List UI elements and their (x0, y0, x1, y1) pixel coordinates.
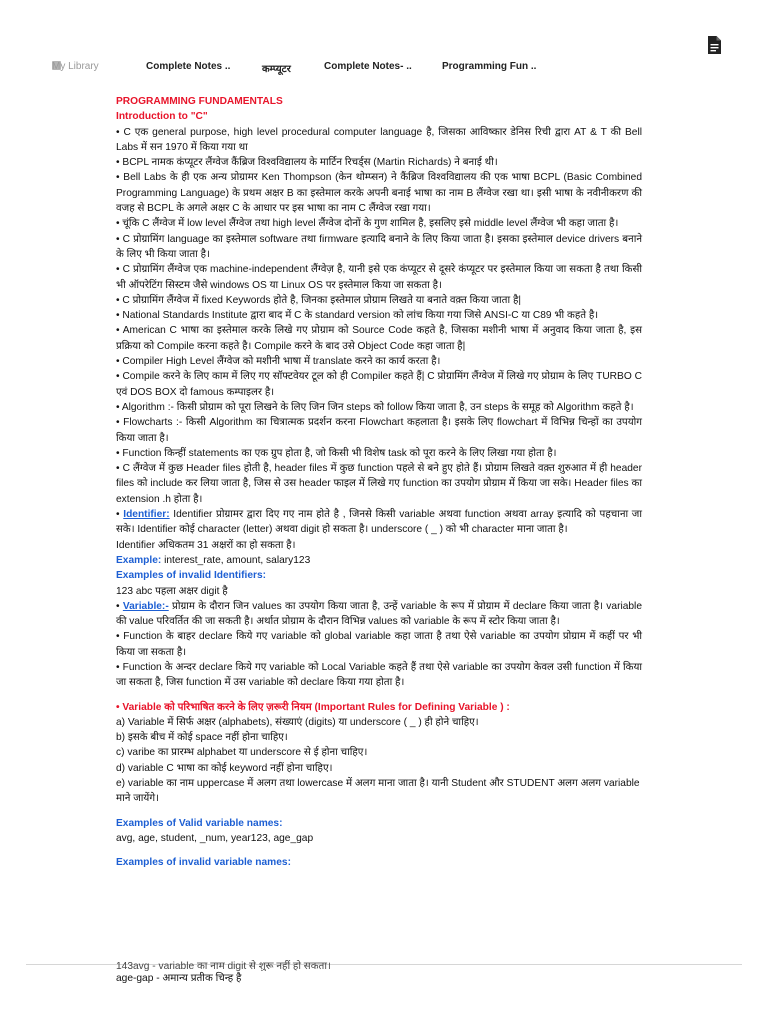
valid-names-text: avg, age, student, _num, year123, age_gap (116, 832, 314, 844)
invalid-names-list (116, 960, 642, 987)
nav-item-complete-notes-2[interactable]: Complete Notes- .. (324, 61, 412, 72)
paragraph: • American C भाषा का इस्तेमाल करके लिखे गए प्रोग्राम को Source Code कहते है, जिसका मशीनी भाषा में अनुवाद किया जाता है, इस प्रक्रिया को Compile करना कहते है। Compile करने के बाद उसे Object Code कहा जाता है| (116, 325, 642, 352)
document-subtitle: Introduction to "C" (116, 111, 208, 123)
document-body (116, 94, 642, 871)
variable-label[interactable]: Variable:- (122, 600, 169, 612)
paragraph: • C प्रोग्रामिंग language का इस्तेमाल software तथा firmware इत्यादि बनाने के लिए किया जाता है। इसका इस्तेमाल device drivers बनाने के लिए भी किया जाता है। (116, 233, 642, 260)
rule-item: b) इसके बीच में कोई space नहीं होना चाहिए। (116, 732, 288, 744)
document-title: PROGRAMMING FUNDAMENTALS (116, 96, 283, 107)
global-variable-paragraph: • Function के बाहर declare किये गए variable को global variable कहा जाता है तथा ऐसे variable का उपयोग प्रोग्राम में कहीं पर भी किया जा सकता है। (116, 631, 642, 658)
nav-item-computer[interactable]: कम्प्यूटर (262, 64, 291, 75)
my-library-label: My Library (52, 61, 99, 72)
example-label: Example: (116, 554, 162, 566)
identifier-max: Identifier अधिकतम 31 अक्षरों का हो सकता है। (116, 539, 296, 551)
identifier-example (116, 553, 642, 568)
document-icon[interactable] (704, 35, 724, 55)
paragraph: • Compile करने के लिए काम में लिए गए सॉफ्टवेयर टूल को ही Compiler कहते हैं| C प्रोग्रामिंग लैंग्वेज में लिखे गए प्रोग्राम के लिए TURBO C एवं DOS BOX दो famous कम्पाइलर है। (116, 371, 642, 398)
rule-item: c) varibe का प्रारम्भ alphabet या underscore से ई होना चाहिए। (116, 747, 368, 759)
nav-item-programming-fun[interactable]: Programming Fun .. (442, 61, 537, 72)
rule-item: e) variable का नाम uppercase में अलग तथा lowercase में अलग माना जाता है। यानी Student और STUDENT अलग अलग variable माने जायेंगे। (116, 778, 640, 805)
rule-item: d) variable C भाषा का कोई keyword नहीं होना चाहिए। (116, 762, 333, 774)
rule-item: a) Variable में सिर्फ अक्षर (alphabets), संख्याएं (digits) या underscore ( _ ) ही होने चाहिए। (116, 716, 479, 728)
paragraph: • Algorithm :- किसी प्रोग्राम को पूरा लिखने के लिए जिन जिन steps को follow किया जाता है, उन steps के समूह को Algorithm कहते है। (116, 401, 634, 413)
invalid-name-item: age-gap - अमान्य प्रतीक चिन्ह है (116, 973, 242, 984)
paragraph: • C प्रोग्रामिंग लैंग्वेज एक machine-independent लैंग्वेज़ है, यानी इसे एक कंप्यूटर से दूसरे कंप्यूटर पर इस्तेमाल किया जा सकता है तथा किसी भी ऑपरेटिंग सिस्टम जैसे windows OS या Linux OS पर इस्तेमाल किया जा सकता है। (116, 264, 642, 291)
rules-heading: • Variable को परिभाषित करने के लिए ज़रूरी नियम (Important Rules for Defining Variable ) : (116, 701, 510, 713)
local-variable-paragraph: • Function के अन्दर declare किये गए variable को Local Variable कहते हैं तथा ऐसे variable का उपयोग केवल उसी function में किया जा सकता है, जिस function में उस variable को declare किया गया होता है। (116, 661, 642, 689)
paragraph: • चूंकि C लैंग्वेज में low level लैंग्वेज तथा high level लैंग्वेज दोनों के गुण शामिल है, इसलिए इसे middle level लैंग्वेज भी कहा जाता है। (116, 218, 619, 230)
invalid-names-heading: Examples of invalid variable names: (116, 857, 291, 869)
identifier-paragraph: • Identifier: Identifier प्रोग्रामर द्वारा दिए गए नाम होते है , जिनसे किसी variable अथवा function अथवा array इत्यादि को पहचाना जा सके। Identifier कोई character (letter) अथवा digit हो सकता है। underscore ( _ ) को भी character माना जाता है। (116, 509, 642, 536)
paragraph: • Function किन्हीं statements का एक ग्रुप होता है, जो किसी भी विशेष task को पूरा करने के लिए लिखा गया होता है। (116, 447, 557, 459)
paragraph: • C प्रोग्रामिंग लैंग्वेज में fixed Keywords होते है, जिनका इस्तेमाल प्रोग्राम लिखते या बनाते वक़्त किया जाता है| (116, 294, 522, 306)
identifier-text: Identifier प्रोग्रामर द्वारा दिए गए नाम होते है , जिनसे किसी variable अथवा function अथवा array इत्यादि को पहचाना जा सके। Identifier कोई character (letter) अथवा digit हो सकता है। underscore ( _ ) को भी character माना जाता है। (116, 509, 642, 536)
paragraph: • Bell Labs के ही एक अन्य प्रोग्रामर Ken Thompson (केन थोम्प्सन) ने कैंब्रिज विश्वविद्यालय की एक भाषा BCPL (Basic Combined Programming Language) के प्रथम अक्षर B का इस्तेमाल करके अपनी बनाई भाषा का नाम B लैंग्वेज रखा था। इसी भाषा के नवीनीकरण की वजह से BCPL के अगले अक्षर C के आधार पर इस भाषा का नाम C लैंग्वेज रखा गया। (116, 172, 642, 215)
paragraph: • BCPL नामक कंप्यूटर लैंग्वेज कैंब्रिज विश्वविद्यालय के मार्टिन रिचर्ड्स (Martin Richards) ने बनाई थी। (116, 157, 498, 169)
nav-item-complete-notes[interactable]: Complete Notes .. (146, 61, 231, 72)
identifier-label[interactable]: Identifier: (123, 509, 170, 521)
invalid-name-item: 143avg - variable का नाम digit से शुरू नहीं हो सकता। (116, 961, 331, 971)
paragraph: • C एक general purpose, high level procedural computer language है, जिसका आविष्कार डेनिस रिची द्वारा AT & T की Bell Labs में सन 1970 में किया गया था (116, 126, 642, 153)
variable-text: प्रोग्राम के दौरान जिन values का उपयोग किया जाता है, उन्हें variable के रूप में प्रोग्राम में declare किया जाता है। variable की value परिवर्तित की जा सकती है। अर्थात प्रोग्राम के दौरान विभिन्न values को variable के रूप में स्टोर किया जाता है। (116, 600, 642, 628)
variable-paragraph: • Variable:- प्रोग्राम के दौरान जिन values का उपयोग किया जाता है, उन्हें variable के रूप में प्रोग्राम में declare किया जाता है। variable की value परिवर्तित की जा सकती है। अर्थात प्रोग्राम के दौरान विभिन्न values को variable के रूप में स्टोर किया जाता है। (116, 600, 642, 628)
paragraph: • Flowcharts :- किसी Algorithm का चित्रात्मक प्रदर्शन करना Flowchart कहलाता है। इसके लिए flowchart में विभिन्न चिन्हों का उपयोग किया जाता है। (116, 417, 642, 444)
paragraph: • National Standards Institute द्वारा बाद में C के standard version को लांच किया गया जिसे ANSI-C या C89 भी कहते है। (116, 310, 599, 322)
paragraph: • Compiler High Level लैंग्वेज को मशीनी भाषा में translate करने का कार्य करता है। (116, 356, 441, 368)
invalid-identifier-text: 123 abc पहला अक्षर digit है (116, 585, 228, 597)
paragraph: • C लैंग्वेज में कुछ Header files होती है, header files में कुछ function पहले से बने हुए होते हैं। प्रोग्राम लिखते वक़्त शुरुआत में ही header files को include कर लिया जाता है, जिस से उस header फाइल में लिखे गए function का उपयोग प्रोग्राम में किया जा सके। Header files का extension .h होता है। (116, 463, 642, 505)
valid-names-heading: Examples of Valid variable names: (116, 817, 283, 829)
example-text: interest_rate, amount, salary123 (161, 554, 311, 566)
invalid-identifiers-heading: Examples of invalid Identifiers: (116, 570, 267, 582)
